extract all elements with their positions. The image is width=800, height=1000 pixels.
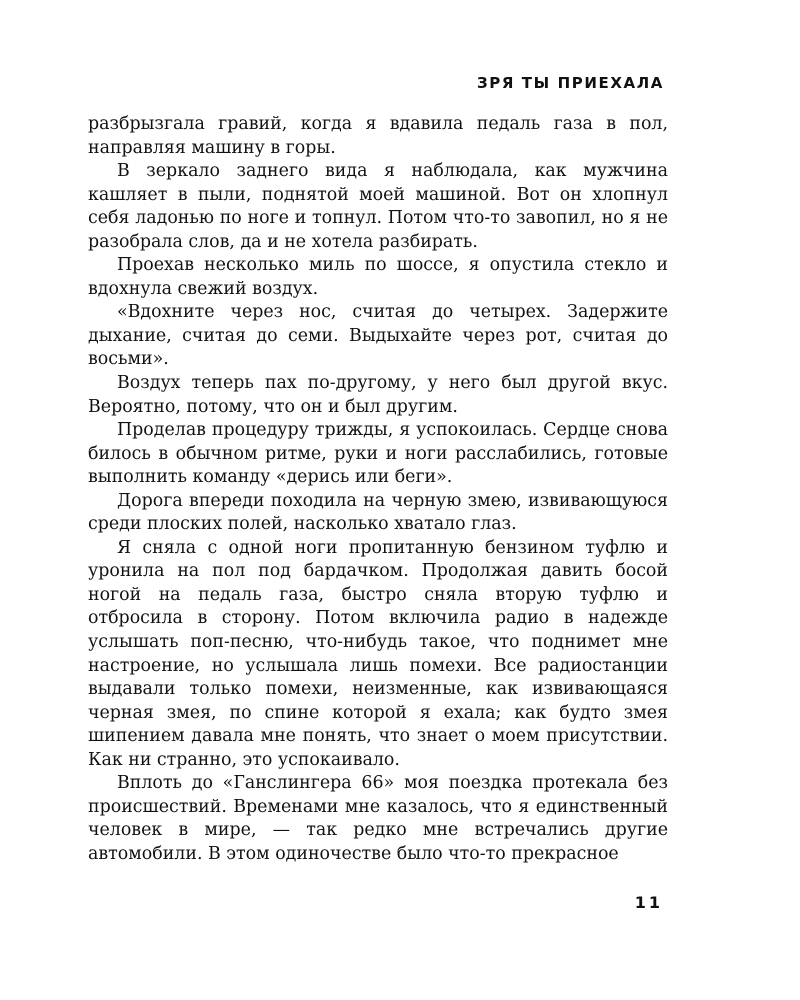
paragraph: Воздух теперь пах по-другому, у него был другой вкус. Вероятно, потому, что он и был другим. bbox=[88, 373, 668, 417]
page-number: 11 bbox=[634, 893, 663, 912]
paragraph: Проехав несколько миль по шоссе, я опустила стекло и вдохнула свежий воздух. bbox=[88, 255, 668, 299]
paragraph: Я сняла с одной ноги пропитанную бензином туфлю и уронила на пол под бардачком. Продолжая давить босой ногой на педаль газа, быстро сняла вторую туфлю и отбросила в сторону. Потом включила радио в надежде услышать поп-песню, что-нибудь такое, что поднимет мне настроение, но услышала лишь помехи. Все радиостанции выдавали только помехи, неизменные, как извивающаяся черная змея, по спине которой я ехала; как будто змея шипением давала мне понять, что знает о моем присутствии. Как ни странно, это успокаивало. bbox=[88, 537, 668, 770]
paragraph: В зеркало заднего вида я наблюдала, как мужчина кашляет в пыли, поднятой моей машиной. Вот он хлопнул себя ладонью по ноге и топнул. Потом что-то завопил, но я не разобрала слов, да и не хотела разбирать. bbox=[88, 161, 668, 252]
body-text bbox=[88, 113, 668, 867]
paragraph: Вплоть до «Ганслингера 66» моя поездка протекала без происшествий. Временами мне казалось, что я единственный человек в мире, — так редко мне встречались другие автомобили. В этом одиночестве было что-то прекрасное bbox=[88, 773, 668, 864]
running-head-title: ЗРЯ ТЫ ПРИЕХАЛА bbox=[476, 74, 664, 92]
paragraph: Проделав процедуру трижды, я успокоилась. Сердце снова билось в обычном ритме, руки и ноги расслабились, готовые выполнить команду «дерись или беги». bbox=[88, 420, 668, 488]
paragraph: «Вдохните через нос, считая до четырех. Задержите дыхание, считая до семи. Выдыхайте через рот, считая до восьми». bbox=[88, 302, 668, 370]
paragraph: разбрызгала гравий, когда я вдавила педаль газа в пол, направляя машину в горы. bbox=[88, 114, 668, 158]
paragraph: Дорога впереди походила на черную змею, извивающуюся среди плоских полей, насколько хватало глаз. bbox=[88, 490, 668, 535]
